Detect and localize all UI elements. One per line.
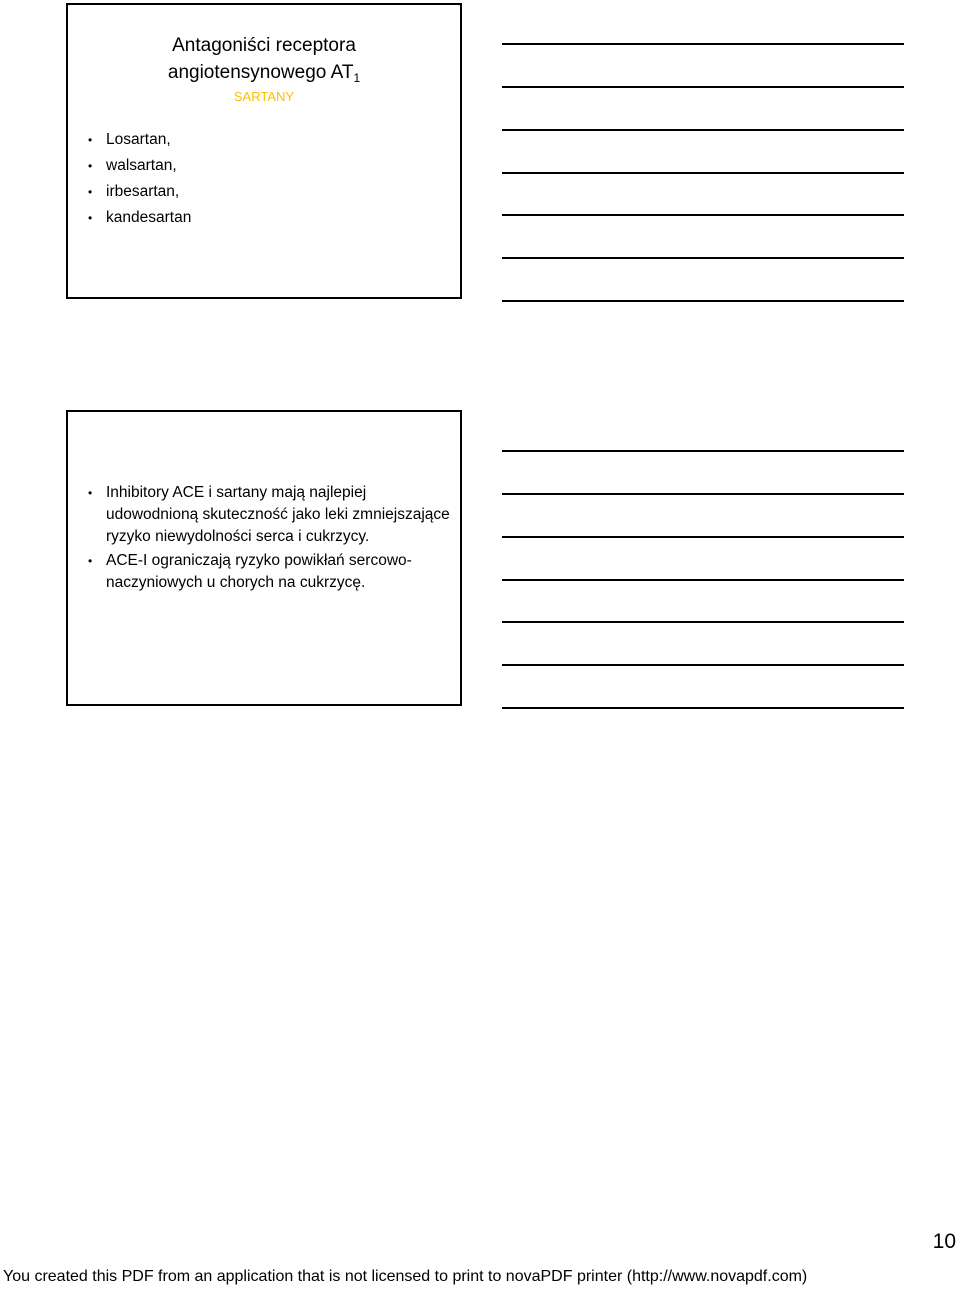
title-subscript: 1 [353,71,361,85]
bullet-item: • walsartan, [68,153,450,179]
note-line [502,579,904,581]
bullet-item: • Inhibitory ACE i sartany mają najlepiej udowodnioną skuteczność jako leki zmniejszające ryzyko niewydolności serca i cukrzycy. [68,482,450,548]
note-line [502,621,904,623]
note-line [502,664,904,666]
note-line [502,172,904,174]
note-line [502,129,904,131]
note-line [502,214,904,216]
title-line-2-main: angiotensynowego AT [167,62,354,83]
note-line [502,257,904,259]
slide-1 [66,3,462,299]
note-line [502,86,904,88]
bullet-item: • ACE-I ograniczają ryzyko powikłań sercowo-naczyniowych u chorych na cukrzycę. [68,550,450,594]
bullet-item: • irbesartan, [68,179,450,205]
note-line [502,707,904,709]
slide-title [68,32,460,92]
bullet-list [68,482,450,596]
slide-subtitle: SARTANY [233,89,295,104]
footer-text: You created this PDF from an application that is not licensed to print to novaPDF printer (http://www.novapdf.com) [3,1268,808,1285]
bullet-list [68,127,450,231]
note-line [502,450,904,452]
note-line [502,493,904,495]
bullet-item: • kandesartan [68,205,450,231]
slide-2 [66,410,462,706]
title-line-1: Antagoniści receptora [172,35,356,56]
note-line [502,536,904,538]
note-line [502,300,904,302]
title-line-2 [68,59,460,92]
note-line [502,43,904,45]
page-number: 10 [932,1230,956,1253]
bullet-item: • Losartan, [68,127,450,153]
